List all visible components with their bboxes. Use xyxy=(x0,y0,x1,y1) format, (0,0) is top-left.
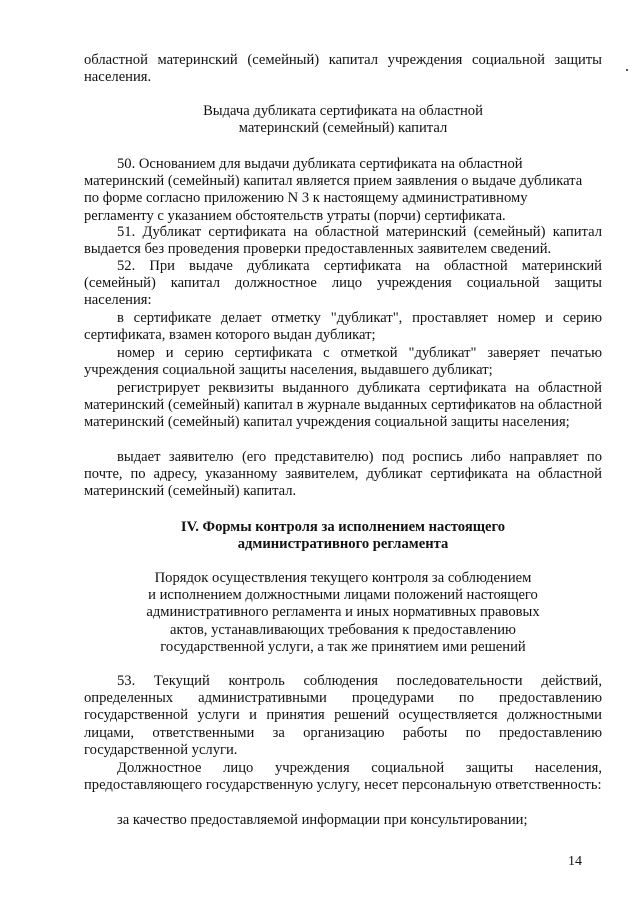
paragraph-51: 51. Дубликат сертификата на областной материнский (семейный) капитал выдается без проведения проверки предоставленных заявителем сведений. xyxy=(84,224,602,258)
paragraph-top: областной материнский (семейный) капитал учреждения социальной защиты населения. xyxy=(84,52,602,86)
paragraph-responsibility: Должностное лицо учреждения социальной защиты населения, предоставляющего государственную услугу, несет персональную ответственность: xyxy=(84,760,602,794)
subsection-heading-line-4: актов, устанавливающих требования к предоставлению xyxy=(170,621,516,638)
section-4-heading xyxy=(84,519,602,553)
paragraph-53: 53. Текущий контроль соблюдения последовательности действий, определенных административными процедурами по предоставлению государственной услуги и принятия решений осуществляется должностными лицами, ответственными за организацию работы по предоставлению государственной услуги. xyxy=(84,673,602,758)
subsection-heading xyxy=(84,570,602,656)
heading-duplicate-line-2: материнский (семейный) капитал xyxy=(238,120,448,137)
heading-duplicate-line-1: Выдача дубликата сертификата на областной xyxy=(203,103,483,119)
heading-duplicate xyxy=(84,103,602,137)
list-item-3: регистрирует реквизиты выданного дубликата сертификата на областной материнский (семейный) капитал в журнале выданных сертификатов на областной материнский (семейный) капитал учреждения социальной защиты населения; xyxy=(84,380,602,431)
scan-speck xyxy=(626,69,628,71)
list-item-2: номер и серию сертификата с отметкой "дубликат" заверяет печатью учреждения социальной защиты населения, выдавшего дубликат; xyxy=(84,345,602,379)
section-4-heading-line-2: административного регламента xyxy=(237,536,449,553)
subsection-heading-line-2: и исполнением должностными лицами положений настоящего xyxy=(148,587,538,604)
list-item-1: в сертификате делает отметку "дубликат", проставляет номер и серию сертификата, взамен которого выдан дубликат; xyxy=(84,310,602,344)
section-4-heading-line-1: IV. Формы контроля за исполнением настоящего xyxy=(180,519,506,535)
paragraph-50 xyxy=(84,156,602,225)
paragraph-50-line-2: материнский (семейный) капитал является прием заявления о выдаче дубликата xyxy=(84,173,583,190)
subsection-heading-line-5: государственной услуги, а так же принятием ими решений xyxy=(160,638,526,655)
paragraph-50-line-3: по форме согласно приложению N 3 к настоящему административному xyxy=(84,190,528,207)
list-item-4: выдает заявителю (его представителю) под роспись либо направляет по почте, по адресу, указанному заявителем, дубликат сертификата на областной материнский (семейный) капитал. xyxy=(84,449,602,500)
paragraph-50-line-4: регламенту с указанием обстоятельств утраты (порчи) сертификата. xyxy=(84,207,506,224)
subsection-heading-line-1: Порядок осуществления текущего контроля за соблюдением xyxy=(154,570,532,586)
paragraph-50-line-1: 50. Основанием для выдачи дубликата сертификата на областной xyxy=(117,156,523,172)
subsection-heading-line-3: административного регламента и иных нормативных правовых xyxy=(146,604,540,621)
paragraph-quality: за качество предоставляемой информации при консультировании; xyxy=(117,812,528,828)
paragraph-52: 52. При выдаче дубликата сертификата на областной материнский (семейный) капитал должностное лицо учреждения социальной защиты населения: xyxy=(84,258,602,309)
page-number: 14 xyxy=(568,854,582,869)
